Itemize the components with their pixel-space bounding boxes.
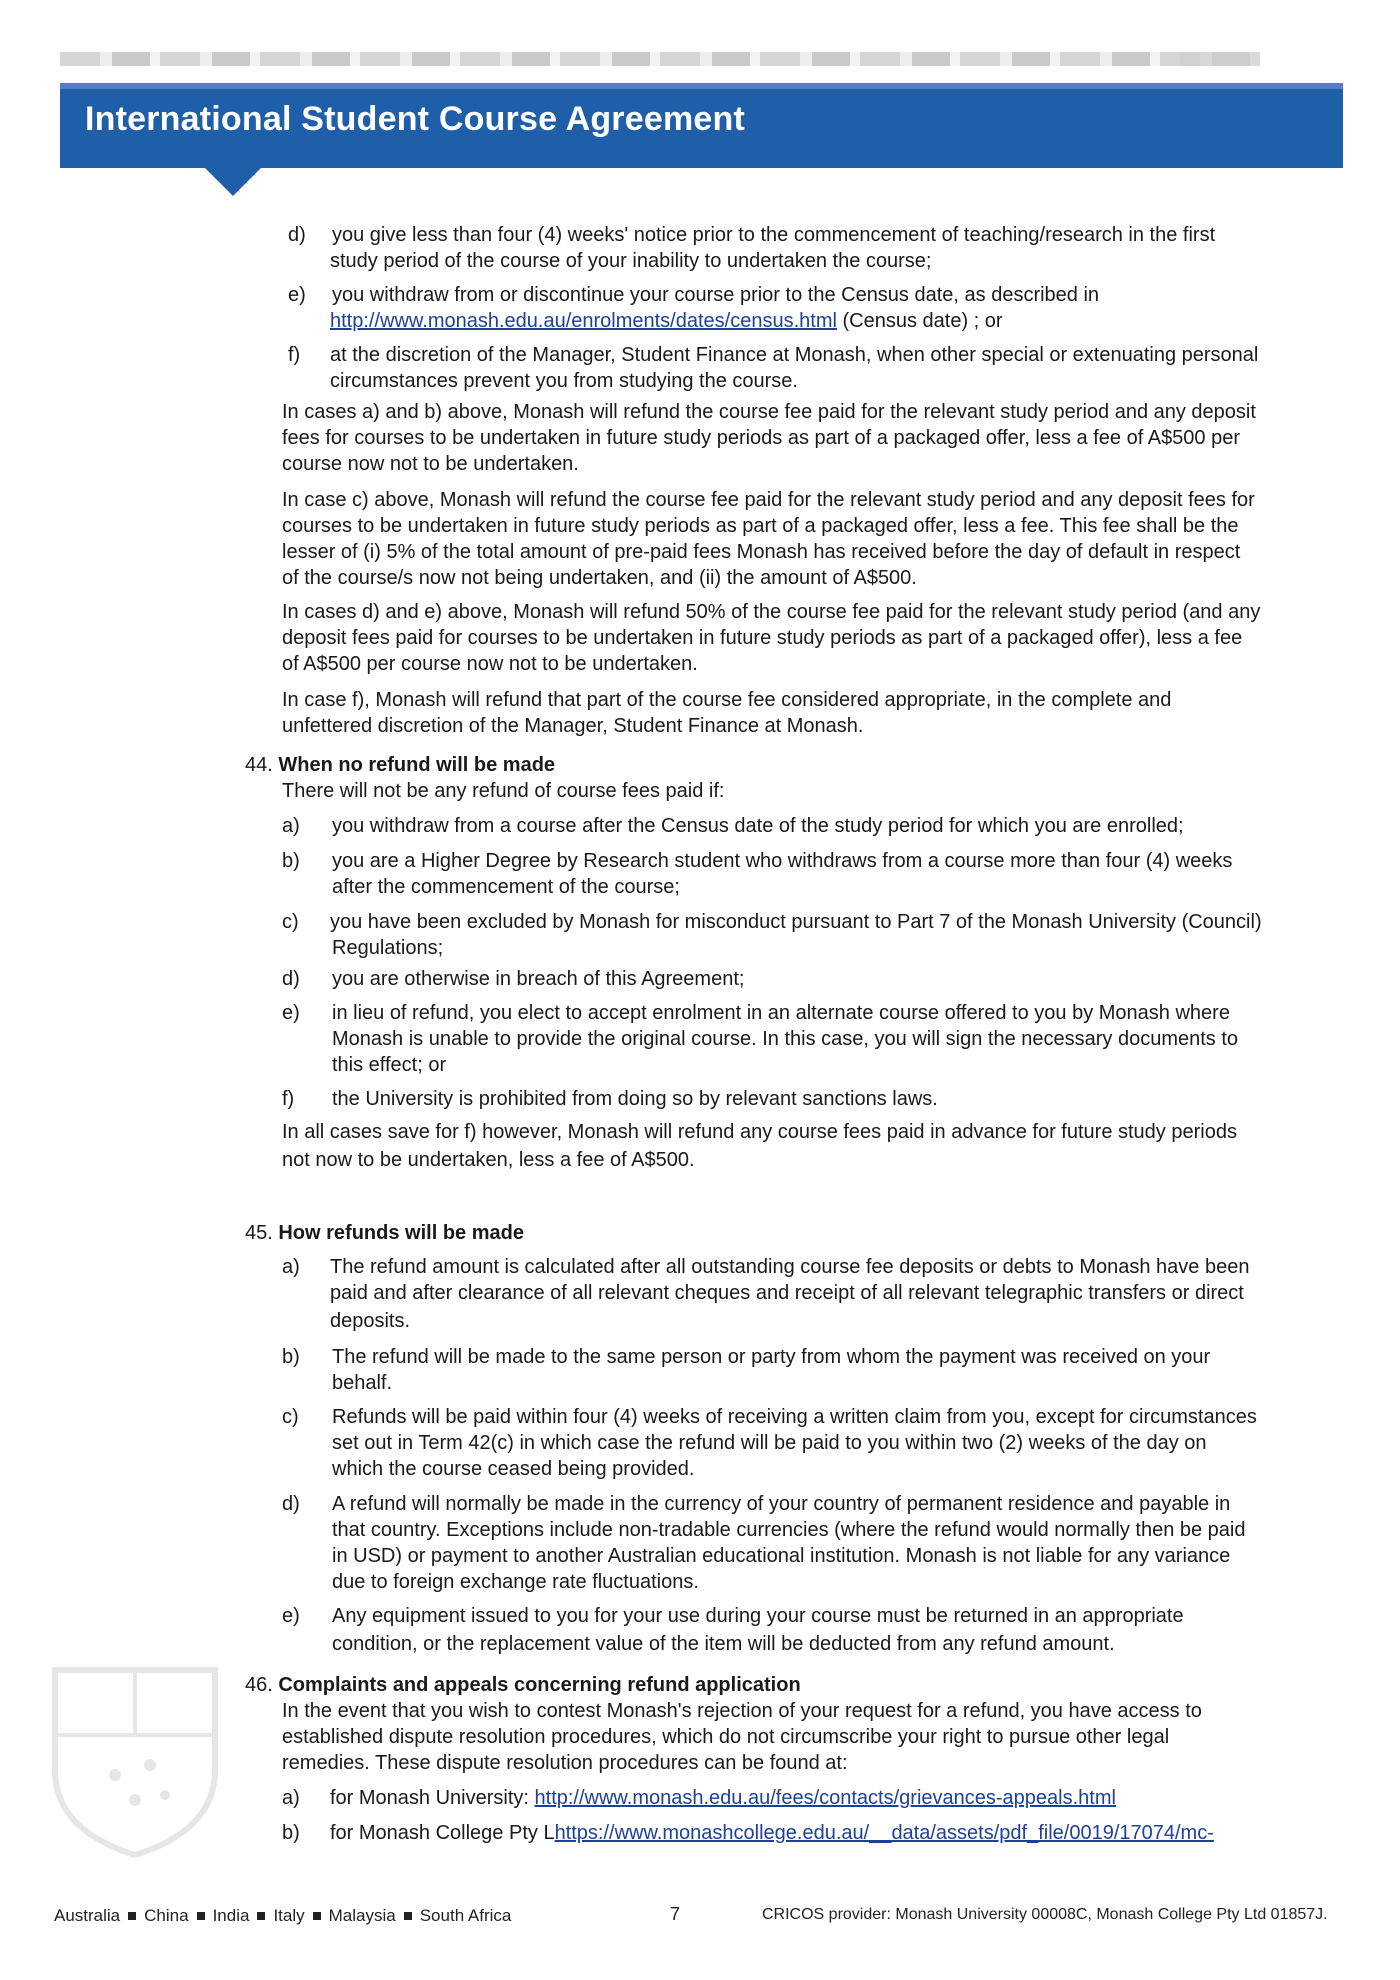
text-segment: due to foreign exchange rate fluctuations. — [332, 1571, 699, 1593]
text-line — [332, 1086, 938, 1112]
footer-country: Australia — [54, 1906, 121, 1925]
text-line — [332, 1603, 1184, 1629]
text-segment: (Census date) ; or — [836, 310, 1003, 332]
text-segment: The refund will be made to the same person or party from whom the payment was received on your — [332, 1346, 1211, 1368]
text-line — [332, 874, 680, 900]
text-segment: In all cases save for f) however, Monash will refund any course fees paid in advance for future study periods — [282, 1121, 1237, 1143]
text-line — [332, 1631, 1115, 1657]
text-line — [332, 1026, 1238, 1052]
text-segment: In the event that you wish to contest Monash's rejection of your request for a refund, you have access to — [282, 1700, 1202, 1722]
separator-square-icon — [404, 1912, 412, 1920]
text-segment: course now not to be undertaken. — [282, 453, 579, 475]
text-segment: e) — [282, 1002, 300, 1024]
text-line — [332, 1430, 1207, 1456]
text-line — [332, 935, 443, 961]
text-line — [282, 778, 724, 804]
header-redacted-strip-right — [1180, 52, 1260, 66]
text-line — [332, 1052, 446, 1078]
separator-square-icon — [313, 1912, 321, 1920]
separator-square-icon — [128, 1912, 136, 1920]
text-line — [282, 1086, 294, 1112]
page-title: International Student Course Agreement — [85, 100, 745, 138]
text-line — [282, 487, 1255, 513]
text-line — [330, 1820, 1214, 1846]
text-line — [332, 1000, 1230, 1026]
text-segment: this effect; or — [332, 1054, 447, 1076]
text-segment: of the course/s now not being undertaken, and (ii) the amount of A$500. — [282, 567, 917, 589]
text-segment: a) — [282, 1787, 300, 1809]
text-line — [330, 342, 1258, 368]
text-line — [282, 1698, 1202, 1724]
text-segment: established dispute resolution procedures, which do not circumscribe your right to pursue other legal — [282, 1726, 1170, 1748]
text-line — [282, 1820, 300, 1846]
text-segment: b) — [282, 1346, 300, 1368]
text-segment: a) — [282, 1256, 300, 1278]
text-line — [330, 909, 1262, 935]
text-segment: There will not be any refund of course fees paid if: — [282, 780, 725, 802]
text-line — [245, 1672, 801, 1698]
text-segment: you are a Higher Degree by Research student who withdraws from a course more than four (4) weeks — [332, 850, 1233, 872]
text-line — [282, 1491, 300, 1517]
text-segment: d) — [288, 224, 306, 246]
text-segment: you have been excluded by Monash for misconduct pursuant to Part 7 of the Monash University (Council) — [330, 911, 1262, 933]
text-line — [332, 1404, 1257, 1430]
text-line — [330, 1785, 1116, 1811]
text-segment: you withdraw from or discontinue your course prior to the Census date, as described in — [332, 284, 1100, 306]
footer-country: Malaysia — [328, 1906, 396, 1925]
text-segment: e) — [288, 284, 306, 306]
text-line — [332, 848, 1232, 874]
text-segment: you give less than four (4) weeks' notice prior to the commencement of teaching/research in the first — [332, 224, 1216, 246]
text-line — [282, 539, 1240, 565]
separator-square-icon — [197, 1912, 205, 1920]
text-segment: fees for courses to be undertaken in future study periods as part of a packaged offer, less a fee of A$500 per — [282, 427, 1241, 449]
header-notch — [205, 168, 261, 196]
text-segment: set out in Term 42(c) in which case the refund will be paid to you within two (2) weeks of the day on — [332, 1432, 1207, 1454]
text-line — [282, 651, 698, 677]
text-segment: you withdraw from a course after the Census date of the study period for which you are enrolled; — [332, 815, 1184, 837]
text-segment: The refund amount is calculated after all outstanding course fee deposits or debts to Monash have been — [330, 1256, 1250, 1278]
page-number: 7 — [670, 1904, 681, 1924]
text-line — [282, 1404, 299, 1430]
section-heading: How refunds will be made — [278, 1222, 524, 1244]
footer-country: South Africa — [419, 1906, 512, 1925]
text-line — [332, 1456, 694, 1482]
text-segment: a) — [282, 815, 300, 837]
section-heading: When no refund will be made — [278, 754, 556, 776]
text-segment: d) — [282, 968, 300, 990]
text-segment: you are otherwise in breach of this Agreement; — [332, 968, 745, 990]
text-line — [282, 1344, 300, 1370]
text-segment: deposit fees paid for courses to be undertaken in future study periods as part of a packaged offer), less a fee — [282, 627, 1243, 649]
text-line — [330, 368, 798, 394]
text-line — [332, 1569, 699, 1595]
text-line — [332, 1543, 1230, 1569]
hyperlink[interactable]: https://www.monashcollege.edu.au/__data/assets/pdf_file/0019/17074/mc- — [554, 1822, 1214, 1844]
text-segment: for Monash University: — [330, 1787, 535, 1809]
text-segment: 46. — [245, 1674, 279, 1696]
text-line — [282, 713, 863, 739]
text-segment: remedies. These dispute resolution procedures can be found at: — [282, 1752, 848, 1774]
separator-square-icon — [257, 1912, 265, 1920]
text-segment: of A$500 per course now not to be undertaken. — [282, 653, 698, 675]
text-line — [282, 1000, 300, 1026]
footer-country: Italy — [273, 1906, 305, 1925]
text-line — [282, 599, 1260, 625]
text-segment: unfettered discretion of the Manager, Student Finance at Monash. — [282, 715, 864, 737]
text-line — [332, 282, 1099, 308]
text-segment: 44. — [245, 754, 279, 776]
text-line — [332, 966, 744, 992]
text-segment: in lieu of refund, you elect to accept enrolment in an alternate course offered to you by Monash where — [332, 1002, 1230, 1024]
footer-country: India — [212, 1906, 250, 1925]
text-line — [282, 513, 1239, 539]
text-line — [332, 1344, 1210, 1370]
text-segment: paid and after clearance of all relevant cheques and receipt of all relevant telegraphic transfers or direct — [330, 1282, 1244, 1304]
text-line — [330, 1280, 1244, 1306]
text-segment: deposits. — [330, 1310, 411, 1332]
text-line — [282, 687, 1171, 713]
text-line — [282, 1750, 848, 1776]
text-segment: b) — [282, 850, 300, 872]
text-segment: study period of the course of your inability to undertaken the course; — [330, 250, 932, 272]
text-segment: In cases a) and b) above, Monash will refund the course fee paid for the relevant study period and any deposit — [282, 401, 1256, 423]
text-segment: d) — [282, 1493, 300, 1515]
text-line — [330, 308, 1003, 334]
university-crest-watermark — [45, 1660, 225, 1860]
text-line — [330, 248, 931, 274]
text-line — [282, 909, 299, 935]
text-segment: In cases d) and e) above, Monash will refund 50% of the course fee paid for the relevant study period (and any — [282, 601, 1261, 623]
text-line — [330, 1254, 1249, 1280]
text-segment: that country. Exceptions include non-tradable currencies (where the refund would normally then be paid — [332, 1519, 1246, 1541]
text-segment: circumstances prevent you from studying the course. — [330, 370, 798, 392]
text-segment: at the discretion of the Manager, Student Finance at Monash, when other special or extenuating personal — [330, 344, 1259, 366]
text-segment: lesser of (i) 5% of the total amount of pre-paid fees Monash has received before the day of default in respect — [282, 541, 1241, 563]
text-segment: behalf. — [332, 1372, 393, 1394]
text-line — [288, 342, 300, 368]
text-line — [288, 282, 306, 308]
footer-country: China — [144, 1906, 189, 1925]
text-segment: In case f), Monash will refund that part of the course fee considered appropriate, in the complete and — [282, 689, 1172, 711]
text-line — [282, 451, 579, 477]
text-segment: b) — [282, 1822, 300, 1844]
text-line — [282, 1603, 300, 1629]
text-line — [282, 848, 300, 874]
footer-cricos: CRICOS provider: Monash University 00008C, Monash College Pty Ltd 01857J. — [762, 1906, 1328, 1923]
text-line — [282, 1119, 1237, 1145]
text-segment: after the commencement of the course; — [332, 876, 680, 898]
text-segment: c) — [282, 911, 299, 933]
text-line — [245, 1220, 524, 1246]
text-segment: A refund will normally be made in the currency of your country of permanent residence and payable in — [332, 1493, 1231, 1515]
text-segment: f) — [282, 1088, 295, 1110]
section-heading: Complaints and appeals concerning refund application — [278, 1674, 801, 1696]
hyperlink[interactable]: http://www.monash.edu.au/enrolments/dates/census.html — [330, 310, 837, 332]
text-line — [282, 399, 1256, 425]
text-line — [282, 813, 300, 839]
text-line — [330, 1308, 410, 1334]
text-line — [332, 813, 1184, 839]
text-line — [282, 565, 917, 591]
text-segment: 45. — [245, 1222, 279, 1244]
footer-countries — [54, 1906, 511, 1926]
text-line — [282, 1254, 300, 1280]
text-segment: f) — [288, 344, 301, 366]
text-segment: e) — [282, 1605, 300, 1627]
text-segment: the University is prohibited from doing so by relevant sanctions laws. — [332, 1088, 938, 1110]
text-line — [282, 425, 1240, 451]
text-segment: Any equipment issued to you for your use during your course must be returned in an appropriate — [332, 1605, 1184, 1627]
text-line — [332, 1370, 392, 1396]
text-segment: which the course ceased being provided. — [332, 1458, 695, 1480]
text-segment: Monash is unable to provide the original course. In this case, you will sign the necessary documents to — [332, 1028, 1239, 1050]
text-line — [282, 966, 300, 992]
text-line — [282, 625, 1242, 651]
text-segment: Regulations; — [332, 937, 444, 959]
text-segment: condition, or the replacement value of the item will be deducted from any refund amount. — [332, 1633, 1115, 1655]
text-line — [332, 1517, 1246, 1543]
text-segment: In case c) above, Monash will refund the course fee paid for the relevant study period and any deposit fees for — [282, 489, 1255, 511]
text-segment: c) — [282, 1406, 299, 1428]
text-segment: not now to be undertaken, less a fee of A$500. — [282, 1149, 695, 1171]
text-line — [282, 1147, 695, 1173]
text-line — [282, 1724, 1169, 1750]
text-segment: Refunds will be paid within four (4) weeks of receiving a written claim from you, except for circumstances — [332, 1406, 1257, 1428]
text-line — [288, 222, 306, 248]
text-line — [245, 752, 555, 778]
text-line — [332, 1491, 1230, 1517]
text-line — [332, 222, 1215, 248]
hyperlink[interactable]: http://www.monash.edu.au/fees/contacts/grievances-appeals.html — [534, 1787, 1116, 1809]
text-segment: for Monash College Pty L — [330, 1822, 555, 1844]
text-line — [282, 1785, 300, 1811]
text-segment: courses to be undertaken in future study periods as part of a packaged offer, less a fee. This fee shall be the — [282, 515, 1239, 537]
header-redacted-strip — [60, 52, 1260, 66]
text-segment: in USD) or payment to another Australian educational institution. Monash is not liable for any variance — [332, 1545, 1231, 1567]
